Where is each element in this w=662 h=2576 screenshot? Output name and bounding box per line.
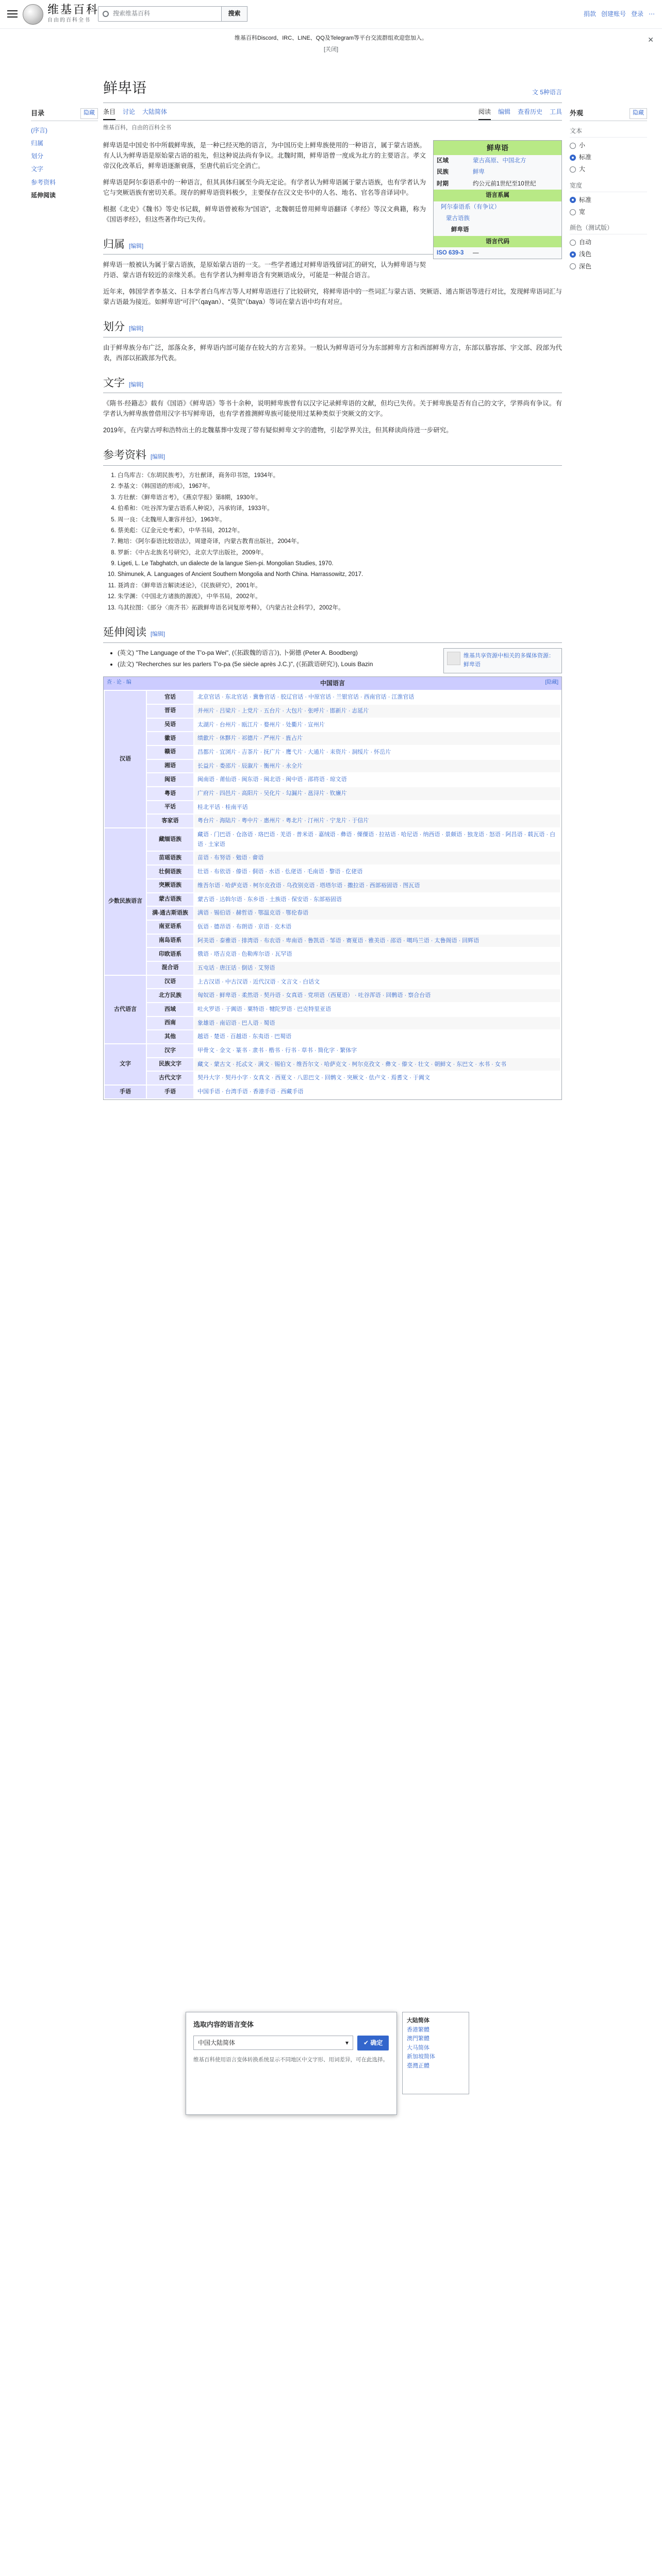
infobox-row: ISO 639-3 — bbox=[437, 250, 479, 257]
intro-paragraph-3: 根据《北史》《魏书》等史书记载，鲜卑语曾被称为“国语”，北魏朝廷曾用鲜卑语翻译《孝经》等汉文典籍，称为《国语孝经》，但这些著作均已失传。 bbox=[103, 205, 426, 223]
writing-paragraph-1: 《隋书·经籍志》载有《国语》《鲜卑语》等书十余种，说明鲜卑族曾有以汉字记录鲜卑语的文献，但均已失传。关于鲜卑族是否有自己的文字，学界尚有争议。有学者认为鲜卑族曾借用汉字书写鲜卑语，也有学者推测鲜卑族可能使用过某种类似于突厥文的文字。 bbox=[103, 400, 562, 418]
tab-history[interactable]: 查看历史 bbox=[517, 108, 542, 115]
navbox-list[interactable]: 匈奴语 · 鲜卑语 · 柔然语 · 契丹语 · 女真语 · 党项语（西夏语） · 吐谷浑语 · 回鹘语 · 察合台语 bbox=[194, 989, 560, 1002]
navbox-list[interactable]: 藏文 · 蒙古文 · 托忒文 · 满文 · 锡伯文 · 维吾尔文 · 哈萨克文 · 柯尔克孜文 · 彝文 · 傣文 · 壮文 · 朝鲜文 · 东巴文 · 水书 · 女书 bbox=[194, 1058, 560, 1071]
infobox-caption: 鲜卑语 bbox=[434, 141, 561, 155]
variant-option[interactable]: 澳門繁體 bbox=[407, 2036, 429, 2042]
navbox-row bbox=[105, 948, 560, 961]
navbox-subgroup-heading[interactable]: 徽语 bbox=[147, 732, 193, 745]
navbox-group-heading[interactable]: 汉语 bbox=[105, 691, 146, 827]
navbox-subgroup-heading[interactable]: 混合语 bbox=[147, 962, 193, 975]
variant-option[interactable]: 香港繁體 bbox=[407, 2026, 429, 2033]
navbox-subgroup-heading[interactable]: 民族文字 bbox=[147, 1058, 193, 1071]
edit-section-link[interactable]: [编辑] bbox=[151, 454, 166, 461]
page-title: 鲜卑语 bbox=[103, 80, 147, 96]
navbox-row bbox=[105, 1072, 560, 1084]
navbox-group-heading[interactable]: 文字 bbox=[105, 1044, 146, 1084]
site-title: 维基百科 bbox=[47, 4, 100, 16]
navbox-subgroup-heading[interactable]: 突厥语族 bbox=[147, 879, 193, 892]
navbox-list[interactable]: 吐火罗语 · 于阗语 · 粟特语 · 犍陀罗语 · 巴克特里亚语 bbox=[194, 1003, 560, 1016]
navbox-list[interactable]: 阿美语 · 泰雅语 · 排湾语 · 布农语 · 卑南语 · 鲁凯语 · 邹语 · 赛夏语 · 雅美语 · 邵语 · 噶玛兰语 · 太鲁阁语 · 回辉语 bbox=[194, 935, 560, 947]
navbox-subgroup-heading[interactable]: 蒙古语族 bbox=[147, 893, 193, 906]
table-of-contents bbox=[31, 108, 98, 202]
page-tabs bbox=[103, 105, 562, 121]
navbox-subgroup-heading[interactable]: 平话 bbox=[147, 801, 193, 814]
navbox-subgroup-heading[interactable]: 印欧语系 bbox=[147, 948, 193, 961]
toc-item-intro[interactable]: (序言) bbox=[31, 126, 47, 134]
navbox-row bbox=[105, 1030, 560, 1043]
toc-hide-button[interactable]: 隐藏 bbox=[80, 108, 98, 119]
toc-item-further[interactable]: 延伸阅读 bbox=[31, 191, 56, 199]
radio-selected-icon bbox=[570, 155, 576, 161]
reference-item: 8. 罗新：《中古北族名号研究》，北京大学出版社，2009年。 bbox=[118, 548, 562, 557]
navbox-subgroup-heading[interactable]: 南亚语系 bbox=[147, 921, 193, 934]
navbox-row bbox=[105, 719, 560, 732]
tab-edit[interactable]: 编辑 bbox=[498, 108, 510, 115]
reference-item: 1. 白鸟库吉：《东胡民族考》，方壮猷译，商务印书馆，1934年。 bbox=[118, 471, 562, 480]
navbox-subgroup-heading[interactable]: 藏缅语族 bbox=[147, 828, 193, 851]
variant-option[interactable]: 臺灣正體 bbox=[407, 2062, 429, 2069]
text-size-large[interactable]: 大 bbox=[570, 163, 647, 175]
width-standard[interactable]: 标准 bbox=[570, 194, 647, 206]
navbox-subgroup-heading[interactable]: 汉语 bbox=[147, 976, 193, 989]
navbox-group-heading[interactable]: 少数民族语言 bbox=[105, 828, 146, 975]
tab-tools[interactable]: 工具 bbox=[549, 108, 562, 115]
navbox-list[interactable]: 长益片 · 娄邵片 · 辰溆片 · 衡州片 · 永全片 bbox=[194, 760, 560, 773]
navbox-row bbox=[105, 801, 560, 814]
color-label: 颜色（测试版） bbox=[570, 223, 647, 234]
navbox-list[interactable]: 广府片 · 四邑片 · 高阳片 · 吴化片 · 勾漏片 · 邕浔片 · 钦廉片 bbox=[194, 787, 560, 800]
division-paragraph-1: 由于鲜卑族分布广泛，部落众多，鲜卑语内部可能存在较大的方言差异。一般认为鲜卑语可分为东部鲜卑方言和西部鲜卑方言，东部以慕容部、宇文部、段部为代表，西部以拓跋部为代表。 bbox=[103, 344, 562, 362]
belong-paragraph-1: 鲜卑语一般被认为属于蒙古语族，是原始蒙古语的一支。一些学者通过对鲜卑语残留词汇的研究，认为鲜卑语与契丹语、蒙古语有较近的亲缘关系。也有学者认为鲜卑语含有突厥语成分，可能是一种混合语言。 bbox=[103, 261, 426, 279]
navbox-controls[interactable]: 查 · 论 · 编 bbox=[107, 680, 131, 685]
navbox-subgroup-heading[interactable]: 粤语 bbox=[147, 787, 193, 800]
navbox-list[interactable]: 太湖片 · 台州片 · 瓯江片 · 婺州片 · 处衢片 · 宣州片 bbox=[194, 719, 560, 732]
navbox-row bbox=[105, 907, 560, 920]
reference-item: 4. 伯希和：《吐谷浑为蒙古语系人种说》，冯承钧译，1933年。 bbox=[118, 504, 562, 513]
toc-title: 目录 bbox=[31, 109, 45, 117]
navbox-subgroup-heading[interactable]: 吴语 bbox=[147, 719, 193, 732]
navbox-subgroup-heading[interactable]: 满-通古斯语族 bbox=[147, 907, 193, 920]
intro-paragraph-1: 鲜卑语是中国史书中所载鲜卑族，是一种已经灭绝的语言，为中国历史上鲜卑族使用的一种语言，属于蒙古语族。有人认为鲜卑语是原始蒙古语的祖先，但这种说法尚有争议。北魏时期，鲜卑语曾一度成为北方的主要语言。孝文帝汉化改革后，鲜卑语逐渐衰落，至唐代前后完全消亡。 bbox=[103, 141, 426, 170]
commons-logo-icon bbox=[447, 652, 460, 665]
navbox-row bbox=[105, 787, 560, 800]
site-logo[interactable] bbox=[23, 4, 99, 25]
navbox-list[interactable]: 五屯话 · 唐汪话 · 倒话 · 艾努语 bbox=[194, 962, 560, 975]
writing-paragraph-2: 2019年，在内蒙古呼和浩特出土的北魏墓葬中发现了带有疑似鲜卑文字的遗物，引起学界关注，但其释读尚待进一步研究。 bbox=[103, 427, 453, 434]
navbox-group-heading[interactable]: 手语 bbox=[105, 1086, 146, 1098]
navbox-row bbox=[105, 732, 560, 745]
navbox-table bbox=[104, 690, 561, 1099]
commons-box bbox=[443, 648, 562, 673]
navbox-row bbox=[105, 828, 560, 851]
navbox-row bbox=[105, 962, 560, 975]
reference-item: 2. 李基文：《韩国语的形成》，1967年。 bbox=[118, 482, 562, 491]
infobox-row: 民族 鲜卑 bbox=[437, 169, 485, 176]
search-button[interactable]: 搜索 bbox=[222, 6, 247, 22]
navbox-list[interactable]: 越语 · 楚语 · 百越语 · 东夷语 · 巴蜀语 bbox=[194, 1030, 560, 1043]
page-title-bar bbox=[103, 77, 562, 103]
navbox-row bbox=[105, 760, 560, 773]
reference-item: 7. 鲍培：《阿尔泰语比较语法》，周建奇译，内蒙古教育出版社，2004年。 bbox=[118, 537, 562, 546]
radio-icon bbox=[570, 209, 576, 215]
navbox-list[interactable]: 俄语 · 塔吉克语 · 色勒库尔语 · 瓦罕语 bbox=[194, 948, 560, 961]
radio-selected-icon bbox=[570, 197, 576, 203]
dialog-note: 维基百科使用语言变体转换系统显示不同地区中文字形、用词差异，可在此选择。 bbox=[193, 2056, 388, 2063]
search-input[interactable]: 搜索维基百科 bbox=[98, 6, 222, 22]
infobox-code-title: 语言代码 bbox=[434, 236, 561, 247]
variant-selection-dialog bbox=[186, 2012, 397, 2115]
navbox-list[interactable]: 维吾尔语 · 哈萨克语 · 柯尔克孜语 · 乌孜别克语 · 塔塔尔语 · 撒拉语 · 西部裕固语 · 图瓦语 bbox=[194, 879, 560, 892]
commons-link[interactable]: 维基共享资源中相关的多媒体资源：鲜卑语 bbox=[464, 652, 554, 668]
search-form bbox=[98, 6, 247, 22]
infobox-row: 时期 约公元前1世纪至10世纪 bbox=[437, 180, 536, 187]
login-link[interactable]: 登录 bbox=[631, 10, 643, 18]
appearance-panel bbox=[570, 108, 647, 273]
color-dark[interactable]: 深色 bbox=[570, 261, 647, 273]
navbox-subgroup-heading[interactable]: 北方民族 bbox=[147, 989, 193, 1002]
navbox-row bbox=[105, 976, 560, 989]
navbox-list[interactable]: 并州片 · 吕梁片 · 上党片 · 五台片 · 大包片 · 张呼片 · 邯新片 · 志延片 bbox=[194, 705, 560, 718]
navbox-chinese-languages bbox=[103, 676, 562, 1100]
reference-item: 6. 蔡美彪：《辽金元史考索》，中华书局，2012年。 bbox=[118, 526, 562, 535]
navbox-row bbox=[105, 893, 560, 906]
reference-item: 5. 周一良：《北魏用人兼容并包》，1963年。 bbox=[118, 515, 562, 524]
search-icon bbox=[103, 11, 109, 17]
variant-options-list bbox=[402, 2012, 469, 2094]
radio-icon bbox=[570, 240, 576, 246]
radio-icon bbox=[570, 166, 576, 173]
navbox-subgroup-heading[interactable]: 壮侗语族 bbox=[147, 866, 193, 878]
main-content bbox=[103, 77, 562, 1100]
navbox-row bbox=[105, 705, 560, 718]
navbox-subgroup-heading[interactable]: 西南 bbox=[147, 1017, 193, 1030]
infobox-family-2[interactable]: 蒙古语族 bbox=[446, 215, 470, 222]
further-reading-item: • (法文) "Recherches sur les parlers T'o-pa (5e siècle après J.C.)", (《拓跋语研究》), Louis Bazin bbox=[118, 659, 562, 669]
text-size-label: 文本 bbox=[570, 126, 647, 138]
reference-item: 9. Ligeti, L. Le Tabghatch, un dialecte de la langue Sien-pi. Mongolian Studies, 1970. bbox=[118, 559, 562, 568]
navbox-subgroup-heading[interactable]: 湘语 bbox=[147, 760, 193, 773]
tab-variant[interactable]: 大陆简体 bbox=[142, 108, 168, 115]
reference-list bbox=[118, 471, 562, 613]
site-notice-dismiss-link[interactable]: [关闭] bbox=[323, 46, 339, 53]
site-header bbox=[0, 0, 662, 29]
main-menu-button[interactable] bbox=[7, 8, 18, 19]
navbox-row bbox=[105, 921, 560, 934]
user-links bbox=[584, 9, 655, 19]
navbox-list[interactable]: 闽南语 · 莆仙语 · 闽东语 · 闽北语 · 闽中语 · 邵将语 · 琼文语 bbox=[194, 773, 560, 786]
reference-item: 12. 朱学渊：《中国北方诸族的源流》，中华书局，2002年。 bbox=[118, 592, 562, 601]
navbox-list[interactable]: 昌都片 · 宜浏片 · 吉茶片 · 抚广片 · 鹰弋片 · 大通片 · 耒资片 · 洞绥片 · 怀岳片 bbox=[194, 746, 560, 759]
infobox-family-title: 语言系属 bbox=[434, 190, 561, 201]
radio-selected-icon bbox=[570, 251, 576, 258]
navbox-subgroup-heading[interactable]: 手语 bbox=[147, 1086, 193, 1098]
navbox-list[interactable]: 象雄语 · 南诏语 · 巴人语 · 蜀语 bbox=[194, 1017, 560, 1030]
create-account-link[interactable]: 创建账号 bbox=[601, 10, 626, 18]
tab-read[interactable]: 阅读 bbox=[478, 105, 491, 120]
reference-item: 3. 方壮猷：《鲜卑语言考》，《燕京学报》第8期，1930年。 bbox=[118, 493, 562, 502]
section-heading-further: 延伸阅读 [编辑] bbox=[103, 624, 562, 643]
navbox-row bbox=[105, 1058, 560, 1071]
from-wikipedia: 维基百科，自由的百科全书 bbox=[103, 124, 171, 131]
navbox-row bbox=[105, 852, 560, 865]
reference-item: 11. 聂鸿音：《鲜卑语言解读述论》，《民族研究》，2001年。 bbox=[118, 581, 562, 590]
navbox-list[interactable]: 甲骨文 · 金文 · 篆书 · 隶书 · 楷书 · 行书 · 草书 · 简化字 · 繁体字 bbox=[194, 1044, 560, 1057]
variant-option[interactable]: 大马简体 bbox=[407, 2044, 429, 2051]
color-auto[interactable]: 自动 bbox=[570, 236, 647, 248]
appearance-title: 外观 bbox=[570, 109, 584, 117]
appearance-hide-button[interactable]: 隐藏 bbox=[630, 108, 647, 119]
more-menu-icon[interactable]: ⋯ bbox=[649, 10, 655, 18]
variant-option-current[interactable]: 大陆简体 bbox=[407, 2018, 429, 2024]
navbox-hide-button[interactable]: [隐藏] bbox=[545, 680, 558, 685]
variant-option[interactable]: 新加坡简体 bbox=[407, 2054, 435, 2060]
radio-icon bbox=[570, 263, 576, 269]
chevron-down-icon: ▾ bbox=[345, 2039, 349, 2046]
donate-link[interactable]: 捐款 bbox=[583, 10, 596, 18]
navbox-subgroup-heading[interactable]: 官话 bbox=[147, 691, 193, 704]
navbox-list[interactable]: 满语 · 锡伯语 · 赫哲语 · 鄂温克语 · 鄂伦春语 bbox=[194, 907, 560, 920]
infobox-row: 区域 蒙古高原、中国北方 bbox=[437, 157, 526, 164]
navbox-row bbox=[105, 815, 560, 827]
navbox-row bbox=[105, 1086, 560, 1098]
navbox-list[interactable]: 上古汉语 · 中古汉语 · 近代汉语 · 文言文 · 白话文 bbox=[194, 976, 560, 989]
navbox-subgroup-heading[interactable]: 西域 bbox=[147, 1003, 193, 1016]
reference-item: 10. Shimunek, A. Languages of Ancient Southern Mongolia and North China. Harrassowitz, 2017. bbox=[118, 570, 562, 579]
toc-item-belong[interactable]: 归属 bbox=[31, 139, 44, 147]
edit-section-link[interactable]: [编辑] bbox=[129, 243, 144, 249]
navbox-subgroup-heading[interactable]: 闽语 bbox=[147, 773, 193, 786]
navbox-subgroup-heading[interactable]: 赣语 bbox=[147, 746, 193, 759]
reference-item: 13. 乌其拉图：《部分〈南齐书〉拓跋鲜卑语名词复原考释》，《内蒙古社会科学》，2002年。 bbox=[118, 603, 562, 613]
puzzle-globe-icon bbox=[23, 4, 43, 25]
intro-paragraph-2: 鲜卑语是阿尔泰语系中的一种语言，但其具体归属至今尚无定论。有学者认为鲜卑语属于蒙古语族，也有学者认为它与突厥语族有密切关系。现存的鲜卑语资料极少，主要保存在汉文史书中的人名、地名、官名等音译词中。 bbox=[103, 178, 426, 196]
belong-paragraph-2: 近年来，韩国学者李基文、日本学者白鸟库吉等人对鲜卑语进行了比较研究，将鲜卑语中的一些词汇与蒙古语、突厥语、通古斯语等进行对比，发现鲜卑语词汇与蒙古语最为接近。如鲜卑语“可汗”（qaɣan）、“莫贺”（baγa）等词在蒙古语中均有对应。 bbox=[103, 288, 562, 306]
navbox-list[interactable]: 桂北平话 · 桂南平话 bbox=[194, 801, 560, 814]
site-notice-text: 维基百科Discord、IRC、LINE、QQ及Telegram等平台交流群组欢迎您加入。 bbox=[234, 35, 428, 41]
section-heading-refs: 参考资料 [编辑] bbox=[103, 447, 562, 466]
navbox-list[interactable]: 苗语 · 布努语 · 勉语 · 畲语 bbox=[194, 852, 560, 865]
navbox-row bbox=[105, 879, 560, 892]
toc-item-division[interactable]: 划分 bbox=[31, 152, 44, 160]
navbox-list[interactable]: 藏语 · 门巴语 · 仓洛语 · 珞巴语 · 羌语 · 普米语 · 嘉绒语 · 彝语 · 傈僳语 · 拉祜语 · 哈尼语 · 纳西语 · 景颇语 · 独龙语 · 怒语 · 阿昌语 · 载瓦语 · 白语 · 土家语 bbox=[194, 828, 560, 851]
width-label: 宽度 bbox=[570, 181, 647, 192]
navbox-row bbox=[105, 1044, 560, 1057]
section-heading-belong: 归属 [编辑] bbox=[103, 236, 562, 255]
infobox-family-1[interactable]: 阿尔泰语系（有争议） bbox=[441, 204, 500, 210]
navbox-list[interactable]: 壮语 · 布依语 · 傣语 · 侗语 · 水语 · 仫佬语 · 毛南语 · 黎语 · 仡佬语 bbox=[194, 866, 560, 878]
navbox-row bbox=[105, 691, 560, 704]
navbox-list[interactable]: 绩歙片 · 休黟片 · 祁德片 · 严州片 · 旌占片 bbox=[194, 732, 560, 745]
navbox-row bbox=[105, 773, 560, 786]
further-reading-item: • (英文) "The Language of the T'o-pa Wei", (《拓跋魏的语言》), 卜弼德 (Peter A. Boodberg) bbox=[118, 648, 562, 658]
navbox-list[interactable]: 中国手语 · 台湾手语 · 香港手语 · 西藏手语 bbox=[194, 1086, 560, 1098]
section-heading-writing: 文字 [编辑] bbox=[103, 375, 562, 394]
navbox-row bbox=[105, 1003, 560, 1016]
color-light[interactable]: 浅色 bbox=[570, 248, 647, 260]
navbox-subgroup-heading[interactable]: 其他 bbox=[147, 1030, 193, 1043]
dialog-title: 选取内容的语言变体 bbox=[193, 2021, 254, 2028]
navbox-row bbox=[105, 1017, 560, 1030]
navbox-row bbox=[105, 935, 560, 947]
navbox-list[interactable]: 佤语 · 德昂语 · 布朗语 · 京语 · 克木语 bbox=[194, 921, 560, 934]
width-wide[interactable]: 宽 bbox=[570, 206, 647, 218]
site-subtitle: 自由的百科全书 bbox=[47, 18, 91, 24]
radio-icon bbox=[570, 143, 576, 149]
navbox-group-heading[interactable]: 古代语言 bbox=[105, 976, 146, 1043]
confirm-button[interactable]: ✔ 确定 bbox=[357, 2036, 389, 2050]
navbox-row bbox=[105, 989, 560, 1002]
section-heading-division: 划分 [编辑] bbox=[103, 318, 562, 337]
toc-item-writing[interactable]: 文字 bbox=[31, 165, 44, 173]
infobox-family-3: 鲜卑语 bbox=[451, 227, 469, 233]
toc-item-refs[interactable]: 参考资料 bbox=[31, 178, 56, 186]
navbox-subgroup-heading[interactable]: 汉字 bbox=[147, 1044, 193, 1057]
edit-section-link[interactable]: [编辑] bbox=[151, 631, 166, 638]
navbox-list[interactable]: 北京官话 · 东北官话 · 冀鲁官话 · 胶辽官话 · 中原官话 · 兰银官话 · 西南官话 · 江淮官话 bbox=[194, 691, 560, 704]
site-notice bbox=[0, 34, 662, 54]
edit-section-link[interactable]: [编辑] bbox=[129, 381, 144, 388]
navbox-list[interactable]: 粤台片 · 海陆片 · 粤中片 · 惠州片 · 粤北片 · 汀州片 · 宁龙片 · 于信片 bbox=[194, 815, 560, 827]
navbox-list[interactable]: 契丹大字 · 契丹小字 · 女真文 · 西夏文 · 八思巴文 · 回鹘文 · 突厥文 · 佉卢文 · 焉耆文 · 于阗文 bbox=[194, 1072, 560, 1084]
text-size-standard[interactable]: 标准 bbox=[570, 151, 647, 163]
close-icon[interactable]: ✕ bbox=[648, 36, 654, 44]
tab-article[interactable]: 条目 bbox=[103, 105, 115, 120]
navbox-subgroup-heading[interactable]: 苗瑶语族 bbox=[147, 852, 193, 865]
variant-select[interactable]: 中国大陆简体 ▾ bbox=[193, 2036, 353, 2050]
language-button[interactable]: 文 5种语言 bbox=[532, 88, 562, 96]
navbox-list[interactable]: 蒙古语 · 达斡尔语 · 东乡语 · 土族语 · 保安语 · 东部裕固语 bbox=[194, 893, 560, 906]
navbox-subgroup-heading[interactable]: 晋语 bbox=[147, 705, 193, 718]
navbox-title: 中国语言 bbox=[320, 680, 345, 687]
navbox-row bbox=[105, 746, 560, 759]
text-size-small[interactable]: 小 bbox=[570, 140, 647, 151]
navbox-row bbox=[105, 866, 560, 878]
edit-section-link[interactable]: [编辑] bbox=[129, 326, 144, 332]
navbox-subgroup-heading[interactable]: 客家语 bbox=[147, 815, 193, 827]
navbox-subgroup-heading[interactable]: 古代文字 bbox=[147, 1072, 193, 1084]
navbox-subgroup-heading[interactable]: 南岛语系 bbox=[147, 935, 193, 947]
tab-talk[interactable]: 讨论 bbox=[123, 108, 136, 115]
infobox bbox=[433, 140, 562, 260]
